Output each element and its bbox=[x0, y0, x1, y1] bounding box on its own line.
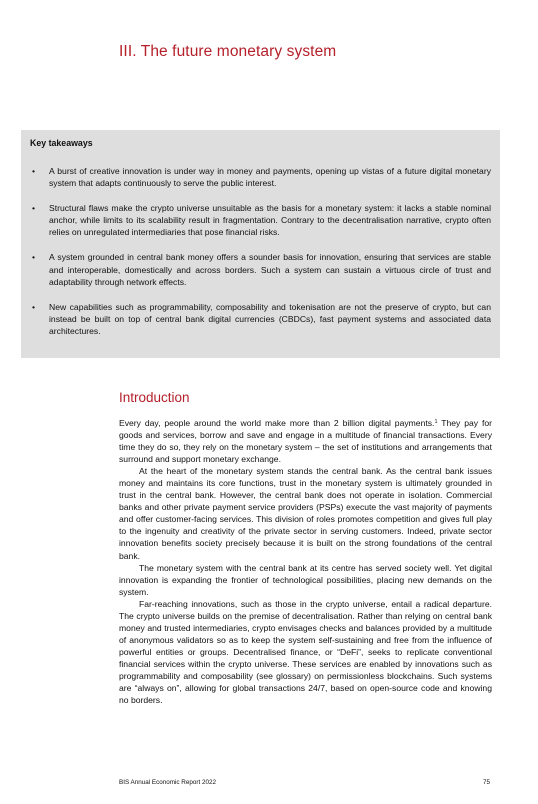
bullet-mark: • bbox=[32, 252, 36, 263]
paragraph-1-start: Every day, people around the world make more than 2 billion digital payments. bbox=[119, 418, 435, 428]
footer-publication: BIS Annual Economic Report 2022 bbox=[119, 779, 216, 786]
chapter-title: III. The future monetary system bbox=[119, 43, 337, 60]
paragraph-1-rest: They pay for goods and services, borrow and save and engage in a multitude of financial transactions. Every time they do so, they rely on the monetary system – the set of institutions and arrangements that surround and support monetary exchange. bbox=[119, 418, 492, 465]
takeaway-item bbox=[30, 165, 491, 189]
paragraph-1 bbox=[119, 417, 492, 465]
paragraph-4: Far-reaching innovations, such as those in the crypto universe, entail a radical departure. The crypto universe builds on the premise of decentralisation. Rather than relying on central bank money and trusted intermediaries, crypto envisages checks and balances provided by a multitude of anonymous validators so as to keep the system self-sustaining and free from the influence of powerful entities or groups. Decentralised finance, or “DeFi”, seeks to replicate conventional financial services within the crypto universe. These services are enabled by innovations such as programmability and composability (see glossary) on permissionless blockchains. Such systems are “always on”, allowing for global transactions 24/7, based on open-source code and knowing no borders. bbox=[119, 598, 492, 706]
key-takeaways-title: Key takeaways bbox=[30, 138, 93, 148]
paragraph-2: At the heart of the monetary system stands the central bank. As the central bank issues money and maintains its core functions, trust in the monetary system is ultimately grounded in trust in the central bank. However, the central bank does not operate in isolation. Commercial banks and other private payment service providers (PSPs) execute the vast majority of payments and offer customer-facing services. This division of roles promotes competition and gives full play to the ingenuity and creativity of the private sector in serving customers. Indeed, private sector innovation benefits society precisely because it is built on the strong foundations of the central bank. bbox=[119, 466, 492, 561]
bullet-mark: • bbox=[32, 166, 36, 176]
paragraph-3: The monetary system with the central bank at its centre has served society well. Yet digital innovation is expanding the frontier of technological possibilities, placing new demands on the system. bbox=[119, 562, 492, 597]
takeaway-text: A system grounded in central bank money offers a sounder basis for innovation, ensuring that services are stable and interoperable, domestically and across borders. Such a system can sustain a virtuous circle of trust and adaptability through network effects. bbox=[49, 252, 491, 287]
takeaway-text: Structural flaws make the crypto universe unsuitable as the basis for a monetary system: it lacks a stable nominal anchor, while limits to its scalability result in fragmentation. Contrary to the decentralisation narrative, crypto often relies on unregulated intermediaries that pose financial risks. bbox=[49, 203, 491, 238]
takeaway-text: New capabilities such as programmability, composability and tokenisation are not the preserve of crypto, but can instead be built on top of central bank digital currencies (CBDCs), fast payment systems and associated data architectures. bbox=[49, 301, 491, 336]
takeaway-text: A burst of creative innovation is under way in money and payments, opening up vistas of a future digital monetary system that adapts continuously to serve the public interest. bbox=[49, 166, 491, 189]
bullet-mark: • bbox=[32, 301, 36, 312]
takeaway-item bbox=[30, 202, 491, 238]
introduction-heading: Introduction bbox=[119, 390, 190, 405]
bullet-mark: • bbox=[32, 203, 36, 214]
introduction-body bbox=[119, 417, 492, 706]
takeaway-item bbox=[30, 301, 491, 337]
key-takeaways-box bbox=[21, 130, 500, 358]
page-number: 75 bbox=[483, 779, 491, 786]
footnote-marker[interactable]: 1 bbox=[434, 419, 438, 425]
takeaway-item bbox=[30, 251, 491, 287]
